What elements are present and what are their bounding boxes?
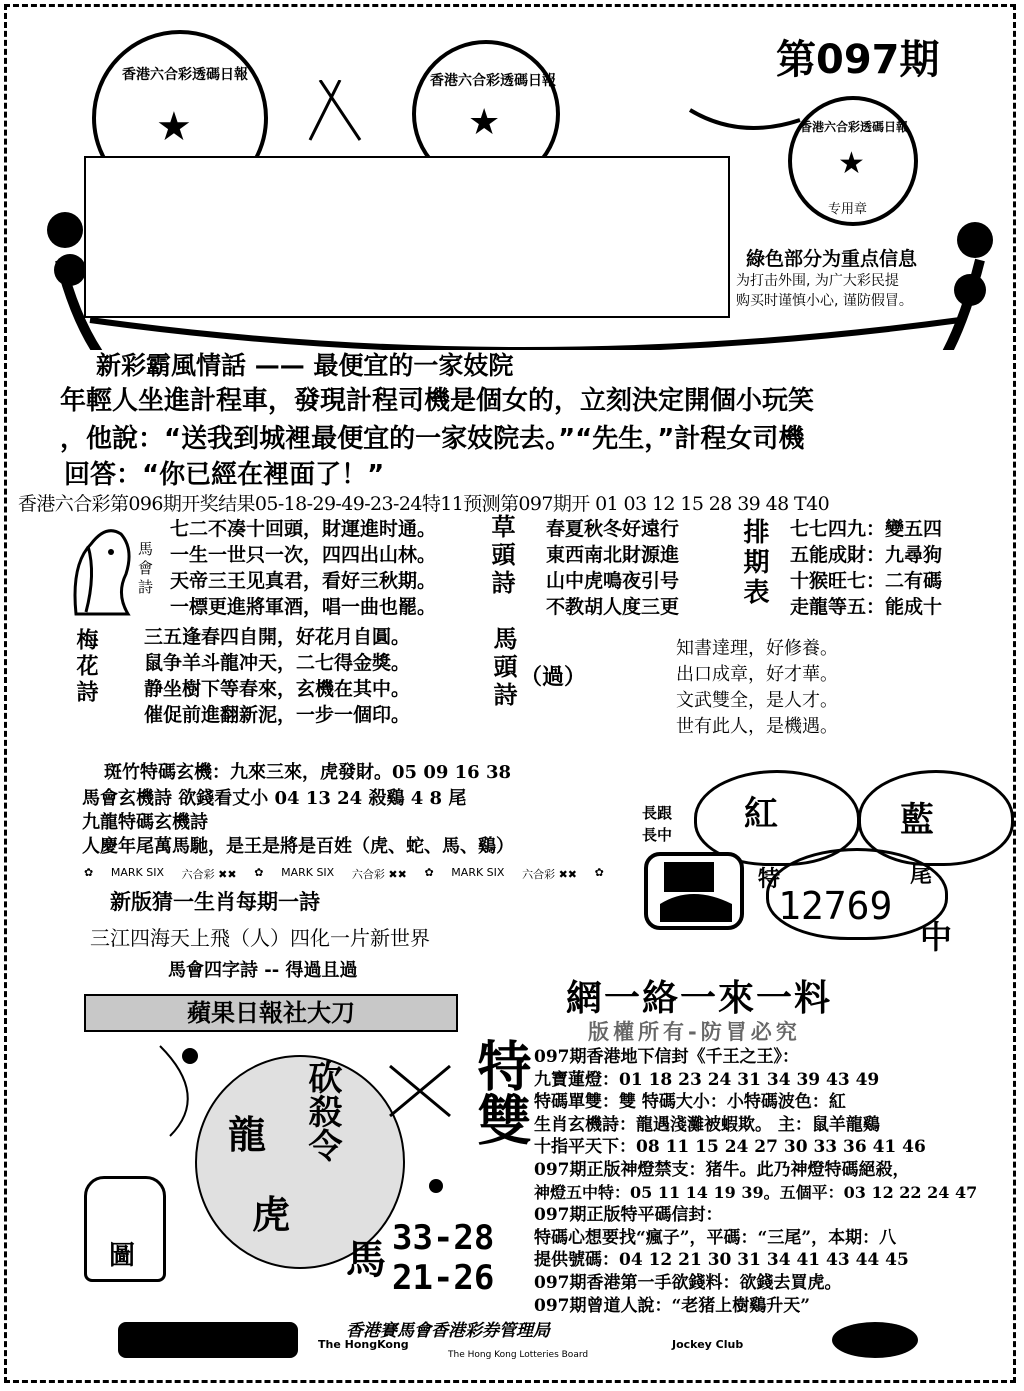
plum-poem-line: 静坐樹下等春來，玄機在其中。	[144, 678, 411, 700]
info-line: 特碼心想要找“瘋子”，平碼：“三尾”，本期：八	[534, 1227, 897, 1248]
notice-title: 綠色部分为重点信息	[746, 248, 918, 270]
marksix-label: MARK SIX	[281, 866, 335, 879]
star-icon: ★	[156, 104, 192, 150]
blank-panel	[84, 156, 730, 318]
stamp-right-small: 专用章	[828, 202, 868, 217]
horse-head-label: 馬頭詩	[489, 626, 517, 710]
mystery-line-2: 馬會玄機詩 欲錢看丈小 04 13 24 殺鷄 4 8 尾	[82, 788, 467, 809]
info-line: 神燈五中特：05 11 14 19 39。五個平：03 12 22 24 47	[534, 1182, 978, 1202]
flower-icon: ✿	[424, 866, 434, 879]
grass-head-poem	[546, 516, 679, 620]
pair-numbers-1: 33-28	[392, 1218, 495, 1258]
jockey-club-logo	[832, 1322, 918, 1358]
horse-poem-line: 七二不凑十回頭，財運進时通。	[170, 518, 437, 540]
new-poem-title: 新版猜一生肖每期一詩	[110, 890, 320, 914]
info-line: 特碼單雙：雙 特碼大小：小特碼波色：紅	[534, 1092, 846, 1113]
schedule-list	[790, 516, 942, 620]
horse-head-poem	[676, 636, 838, 740]
horse-poem-line: 天帝三王见真君，看好三秋期。	[170, 570, 437, 592]
red-label: 紅	[744, 794, 778, 834]
story-line-3: 回答：“你已經在裡面了！”	[64, 460, 385, 490]
map-label: 圖	[109, 1241, 136, 1271]
schedule-line: 五能成財：九尋狗	[790, 544, 943, 566]
horse-head-line: 知書達理，好修養。	[676, 638, 838, 659]
money-hand-icon	[642, 844, 752, 934]
horse-head-line: 世有此人，是機遇。	[676, 716, 838, 737]
schedule-label: 排期表	[739, 518, 769, 608]
tail-label: 尾	[910, 863, 933, 888]
marksix-suffix: 六合彩 ✖✖	[351, 868, 407, 881]
marksix-suffix: 六合彩 ✖✖	[181, 868, 237, 881]
horse-poem-label: 馬會詩	[138, 540, 154, 596]
horse-poem-line: 一生一世只一次，四四出山林。	[170, 544, 437, 566]
marksix-strip	[84, 866, 604, 882]
footer-english-3: The Hong Kong Lotteries Board	[448, 1350, 589, 1360]
horse-head-line: 文武雙全，是人才。	[676, 690, 838, 711]
info-line: 生肖玄機詩：龍遇淺灘被蝦欺。 主：鼠羊龍鷄	[534, 1114, 880, 1135]
tiger-label: 虎	[252, 1193, 291, 1237]
info-line: 097期正版特平碼信封：	[534, 1205, 723, 1226]
special-number: 12769	[778, 884, 893, 928]
horse-head-line: 出口成章，好才華。	[676, 664, 838, 685]
blue-label: 藍	[900, 800, 934, 840]
star-icon: ★	[838, 146, 865, 181]
long-follow: 長跟	[642, 804, 673, 822]
dragon-label: 龍	[228, 1113, 267, 1157]
special-label: 特	[758, 867, 781, 892]
mystery-line-3: 九龍特碼玄機詩	[82, 812, 208, 833]
schedule-line: 十猴旺七：二有碼	[790, 570, 943, 592]
stamp-left-text: 香港六合彩透碼日報	[122, 67, 248, 83]
horse-poem-line: 一標更進將軍酒，唱一曲也罷。	[170, 596, 437, 618]
footer-bar	[112, 1320, 920, 1362]
footer-chinese: 香港賽馬會香港彩券管理局	[346, 1321, 550, 1341]
network-subtitle: 版權所有-防冒必究	[588, 1020, 801, 1044]
info-line: 097期香港地下信封《千王之王》：	[534, 1047, 799, 1067]
marksix-suffix: 六合彩 ✖✖	[522, 868, 578, 881]
schedule-line: 七七四九：變五四	[790, 518, 943, 540]
plum-poem-line: 三五逢春四自開，好花月自圓。	[144, 626, 411, 648]
special-pair-label: 特雙	[469, 1038, 532, 1146]
notice-line-2: 购买时谨慎小心, 谨防假冒。	[736, 293, 913, 309]
footer-english-2: Jockey Club	[672, 1338, 744, 1351]
flower-icon: ✿	[254, 866, 264, 879]
long-mid: 長中	[642, 826, 673, 844]
horse-icon	[66, 524, 136, 616]
map-frame	[84, 1176, 166, 1282]
apple-banner: 蘋果日報社大刀	[84, 994, 458, 1032]
info-line: 097期香港第一手欲錢料：欲錢去買虎。	[534, 1272, 842, 1293]
info-list	[534, 1046, 977, 1317]
grass-head-line: 東西南北財源進	[546, 544, 680, 566]
stamp-middle-text: 香港六合彩透碼日報	[430, 73, 556, 89]
stamp-right-text: 香港六合彩透碼日報	[800, 120, 909, 134]
marksix-label: MARK SIX	[451, 866, 505, 879]
plum-poem	[144, 624, 410, 728]
horse-poem	[170, 516, 436, 620]
mystery-line-4: 人慶年尾萬馬馳，是王是將是百姓（虎、蛇、馬、鷄）	[82, 836, 514, 857]
flower-icon: ✿	[84, 866, 94, 879]
grass-head-line: 不教胡人度三更	[546, 596, 680, 618]
network-title: 網一絡一來一料	[566, 978, 833, 1019]
info-line: 十指平天下：08 11 15 24 27 30 33 36 41 46	[534, 1137, 926, 1158]
plum-poem-line: 催促前進翻新泥，一步一個印。	[144, 704, 411, 726]
marksix-label: MARK SIX	[110, 866, 164, 879]
issue-number: 第097期	[776, 37, 940, 83]
grass-head-line: 春夏秋冬好遠行	[546, 518, 680, 540]
info-line: 九寶蓮燈：01 18 23 24 31 34 39 43 49	[534, 1069, 880, 1090]
chop-label: 砍殺令	[302, 1060, 342, 1162]
star-icon: ★	[468, 102, 501, 143]
mystery-line-1: 斑竹特碼玄機：九來三來，虎發財。05 09 16 38	[104, 762, 511, 783]
result-line: 香港六合彩第096期开奖结果05-18-29-49-23-24特11预测第097期开 01 03 12 15 28 39 48 T40	[18, 493, 830, 515]
lotteries-logo	[118, 1322, 298, 1358]
four-char-poem: 馬會四字詩 -- 得過且過	[168, 960, 358, 981]
flower-icon: ✿	[594, 866, 604, 879]
grass-head-label: 草頭詩	[487, 514, 515, 598]
info-line: 097期曾道人說：“老猪上樹鷄升天”	[534, 1295, 811, 1316]
story-line-2: ，他說：“送我到城裡最便宜的一家妓院去。”“先生，”計程女司機	[60, 424, 805, 454]
story-line-1: 年輕人坐進計程車，發現計程司機是個女的，立刻決定開個小玩笑	[60, 386, 815, 416]
footer-english-1: The HongKong	[318, 1338, 409, 1351]
info-line: 097期正版神燈禁支：猪牛。此乃神燈特碼絕殺，	[534, 1159, 910, 1180]
grass-head-line: 山中虎鳴夜引号	[546, 570, 680, 592]
plum-poem-label: 梅花詩	[73, 628, 98, 706]
new-poem-line: 三江四海天上飛（人）四化一片新世界	[90, 926, 430, 950]
pair-numbers-2: 21-26	[392, 1258, 495, 1298]
info-line: 提供號碼：04 12 21 30 31 34 41 43 44 45	[534, 1250, 909, 1271]
schedule-line: 走龍等五：能成十	[790, 596, 943, 618]
notice-line-1: 为打击外围, 为广大彩民提	[736, 273, 899, 289]
hit-label: 中	[920, 918, 953, 956]
horse-head-note: （過）	[520, 665, 587, 690]
plum-poem-line: 鼠争羊斗龍冲天，二七得金獎。	[144, 652, 411, 674]
horse-big-label: 馬	[346, 1237, 386, 1283]
story-title: 新彩霸風情話 —— 最便宜的一家妓院	[96, 351, 514, 380]
